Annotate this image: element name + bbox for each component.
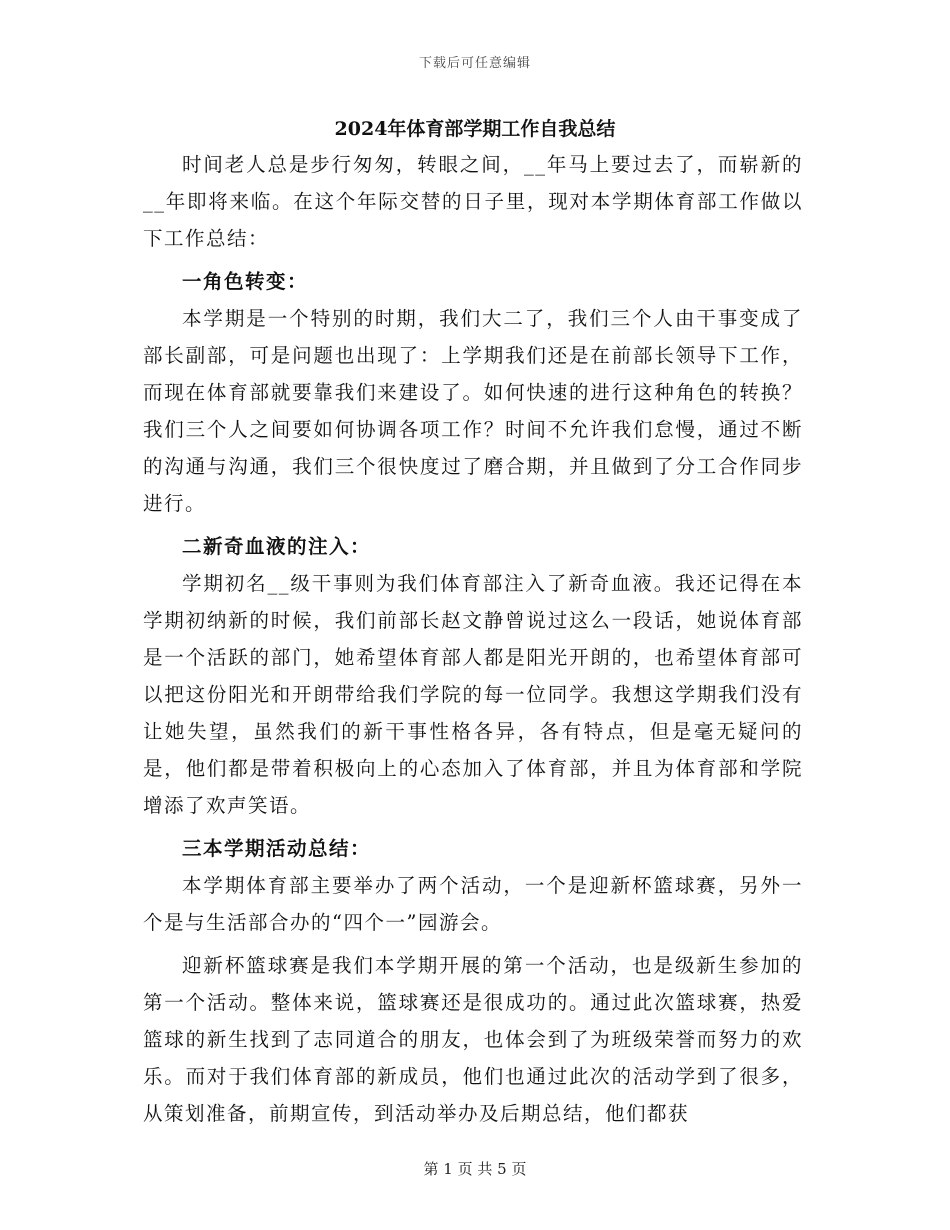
section-heading-role-change: 一角色转变： [182,270,309,293]
section-paragraph: 迎新杯篮球赛是我们本学期开展的第一个活动，也是级新生参加的第一个活动。整体来说，篮球赛还是很成功的。通过此次篮球赛，热爱篮球的新生找到了志同道合的朋友，也体会到了为班级荣誉而努力的欢乐。而对于我们体育部的新成员，他们也通过此次的活动学到了很多，从策划准备，前期宣传，到活动举办及后期总结，他们都获 [143,954,803,1125]
section-paragraph: 本学期是一个特别的时期，我们大二了，我们三个人由干事变成了部长副部，可是问题也出现了：上学期我们还是在前部长领导下工作，而现在体育部就要靠我们来建设了。如何快速的进行这种角色的转换？我们三个人之间要如何协调各项工作？时间不允许我们怠慢，通过不断的沟通与沟通，我们三个很快度过了磨合期，并且做到了分工合作同步进行。 [143,307,803,515]
section-paragraph: 本学期体育部主要举办了两个活动，一个是迎新杯篮球赛，另外一个是与生活部合办的“四个一”园游会。 [143,874,803,934]
intro-paragraph: 时间老人总是步行匆匆，转眼之间，__年马上要过去了，而崭新的__年即将来临。在这个年际交替的日子里，现对本学期体育部工作做以下工作总结： [143,153,803,250]
section-heading-new-blood: 二新奇血液的注入： [182,535,372,558]
section-heading-activity-summary: 三本学期活动总结： [182,837,372,860]
header-note: 下载后可任意编辑 [418,56,531,71]
section-paragraph: 学期初名__级干事则为我们体育部注入了新奇血液。我还记得在本学期初纳新的时候，我们前部长赵文静曾说过这么一段话，她说体育部是一个活跃的部门，她希望体育部人都是阳光开朗的，也希望体育部可以把这份阳光和开朗带给我们学院的每一位同学。我想这学期我们没有让她失望，虽然我们的新干事性格各异，各有特点，但是毫无疑问的是，他们都是带着积极向上的心态加入了体育部，并且为体育部和学院增添了欢声笑语。 [143,572,803,817]
document-body [143,146,803,1132]
page-number: 第 1 页 共 5 页 [423,1160,527,1178]
document-title: 2024年体育部学期工作自我总结 [334,118,616,140]
